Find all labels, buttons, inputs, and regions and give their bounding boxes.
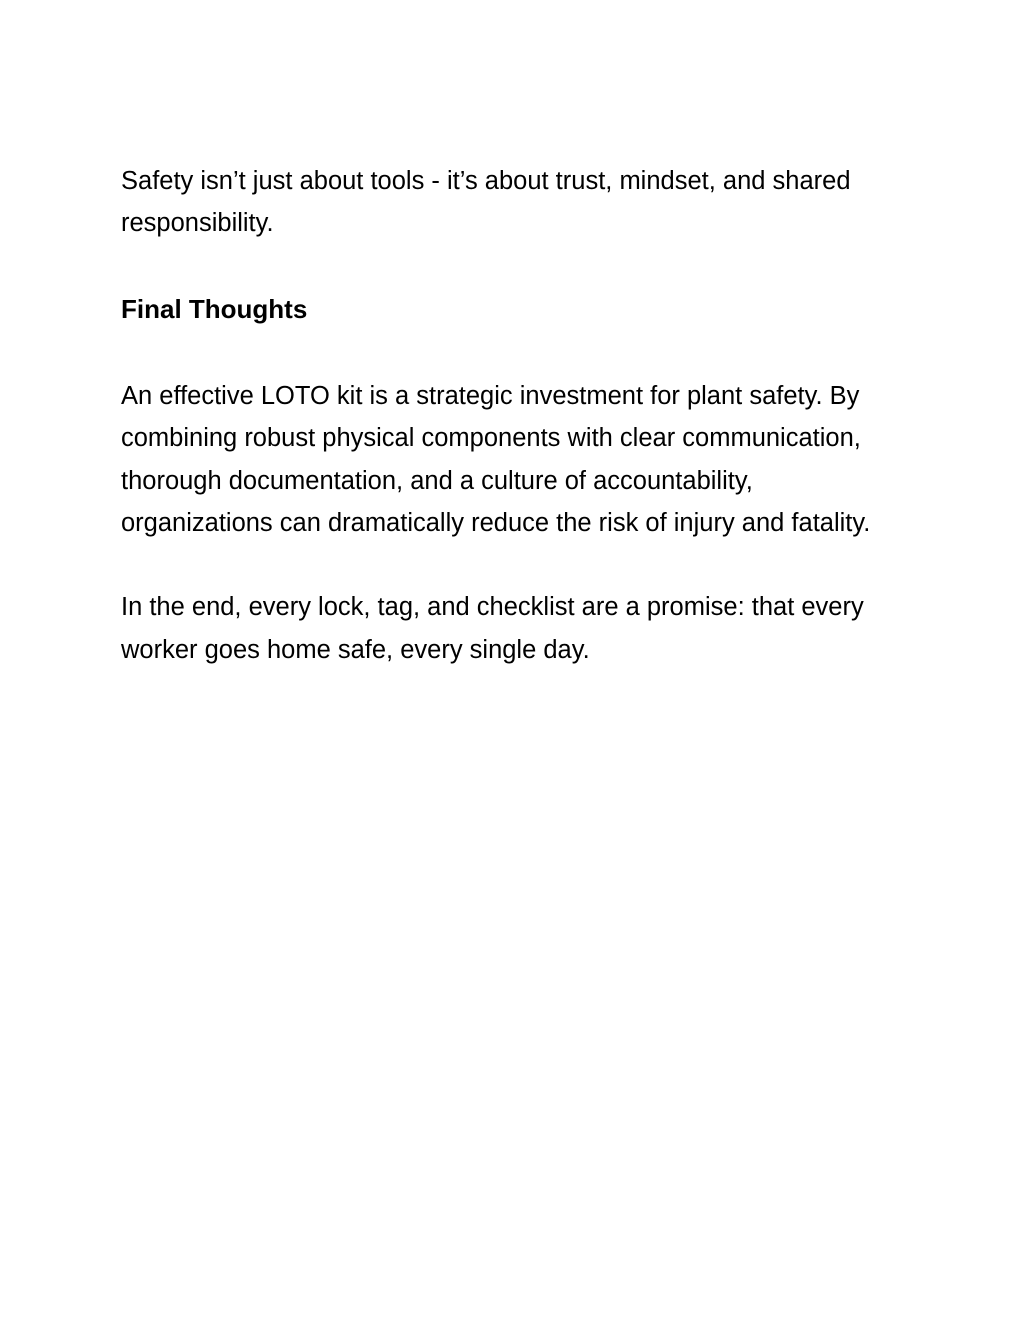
document-body [121, 160, 921, 671]
section-heading: Final Thoughts [121, 293, 308, 324]
loto-paragraph: An effective LOTO kit is a strategic investment for plant safety. By combining robust physical components with clear communication, thorough documentation, and a culture of accountability, organizations can dramatically reduce the risk of injury and fatality. [121, 381, 871, 538]
safety-paragraph: Safety isn’t just about tools - it’s about trust, mindset, and shared responsibility. [121, 167, 851, 238]
closing-paragraph: In the end, every lock, tag, and checklist are a promise: that every worker goes home safe, every single day. [121, 593, 864, 664]
